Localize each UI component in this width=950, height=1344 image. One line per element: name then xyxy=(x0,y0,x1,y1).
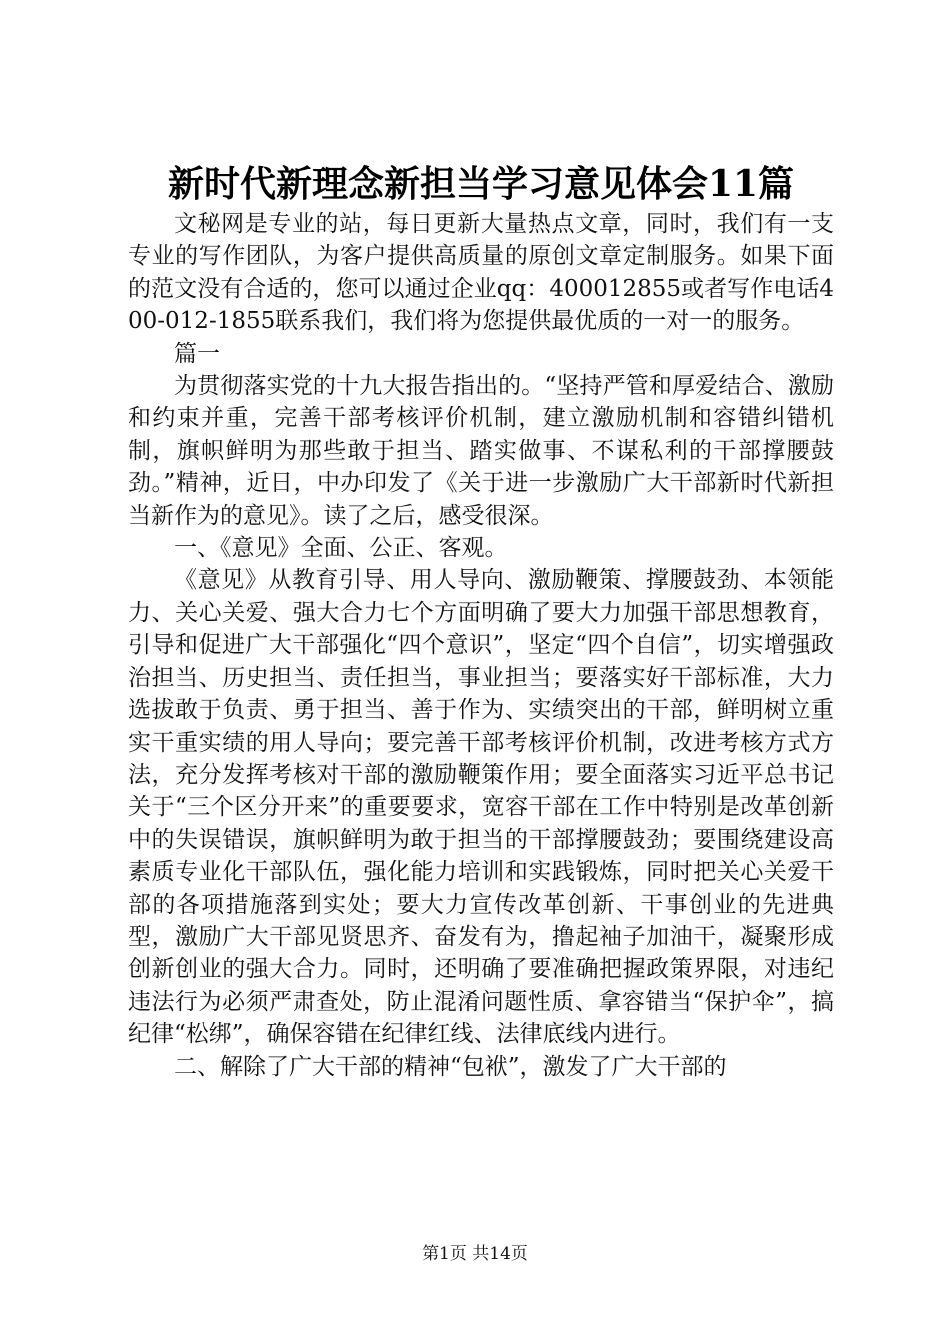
body-paragraph: 《意见》从教育引导、用人导向、激励鞭策、撑腰鼓劲、本领能力、关心关爱、强大合力七个方面明确了要大力加强干部思想教育，引导和促进广大干部强化“四个意识”，坚定“四个自信”，切实增强政治担当、历史担当、责任担当，事业担当；要落实好干部标准，大力选拔敢于负责、勇于担当、善于作为、实绩突出的干部，鲜明树立重实干重实绩的用人导向；要完善干部考核评价机制，改进考核方式方法，充分发挥考核对干部的激励鞭策作用；要全面落实习近平总书记关于“三个区分开来”的重要要求，宽容干部在工作中特别是改革创新中的失误错误，旗帜鲜明为敢于担当的干部撑腰鼓劲；要围绕建设高素质专业化干部队伍，强化能力培训和实践锻炼，同时把关心关爱干部的各项措施落到实处；要大力宣传改革创新、干事创业的先进典型，激励广大干部见贤思齐、奋发有为，撸起袖子加油干，凝聚形成创新创业的强大合力。同时，还明确了要准确把握政策界限，对违纪违法行为必须严肃查处，防止混淆问题性质、拿容错当“保护伞”，搞纪律“松绑”，确保容错在纪律红线、法律底线内进行。 xyxy=(128,567,834,1048)
document-title: 新时代新理念新担当学习意见体会11篇 xyxy=(167,163,795,205)
intro-paragraph: 文秘网是专业的站，每日更新大量热点文章，同时，我们有一支专业的写作团队，为客户提供高质量的原创文章定制服务。如果下面的范文没有合适的，您可以通过企业qq：400012855或者写作电话400-012-1855联系我们，我们将为您提供最优质的一对一的服务。 xyxy=(128,211,834,335)
body-paragraph: 为贯彻落实党的十九大报告指出的。“坚持严管和厚爱结合、激励和约束并重，完善干部考核评价机制，建立激励机制和容错纠错机制，旗帜鲜明为那些敢于担当、踏实做事、不谋私利的干部撑腰鼓劲。”精神，近日，中办印发了《关于进一步激励广大干部新时代新担当新作为的意见》。读了之后，感受很深。 xyxy=(128,373,834,529)
section-heading-two: 二、解除了广大干部的精神“包袱”，激发了广大干部的 xyxy=(174,1053,727,1080)
section-heading-one: 一、《意见》全面、公正、客观。 xyxy=(174,535,508,562)
section-heading-part-one: 篇一 xyxy=(174,340,220,367)
page-footer: 第1页 共14页 xyxy=(422,1244,528,1264)
document-page xyxy=(128,160,834,1083)
